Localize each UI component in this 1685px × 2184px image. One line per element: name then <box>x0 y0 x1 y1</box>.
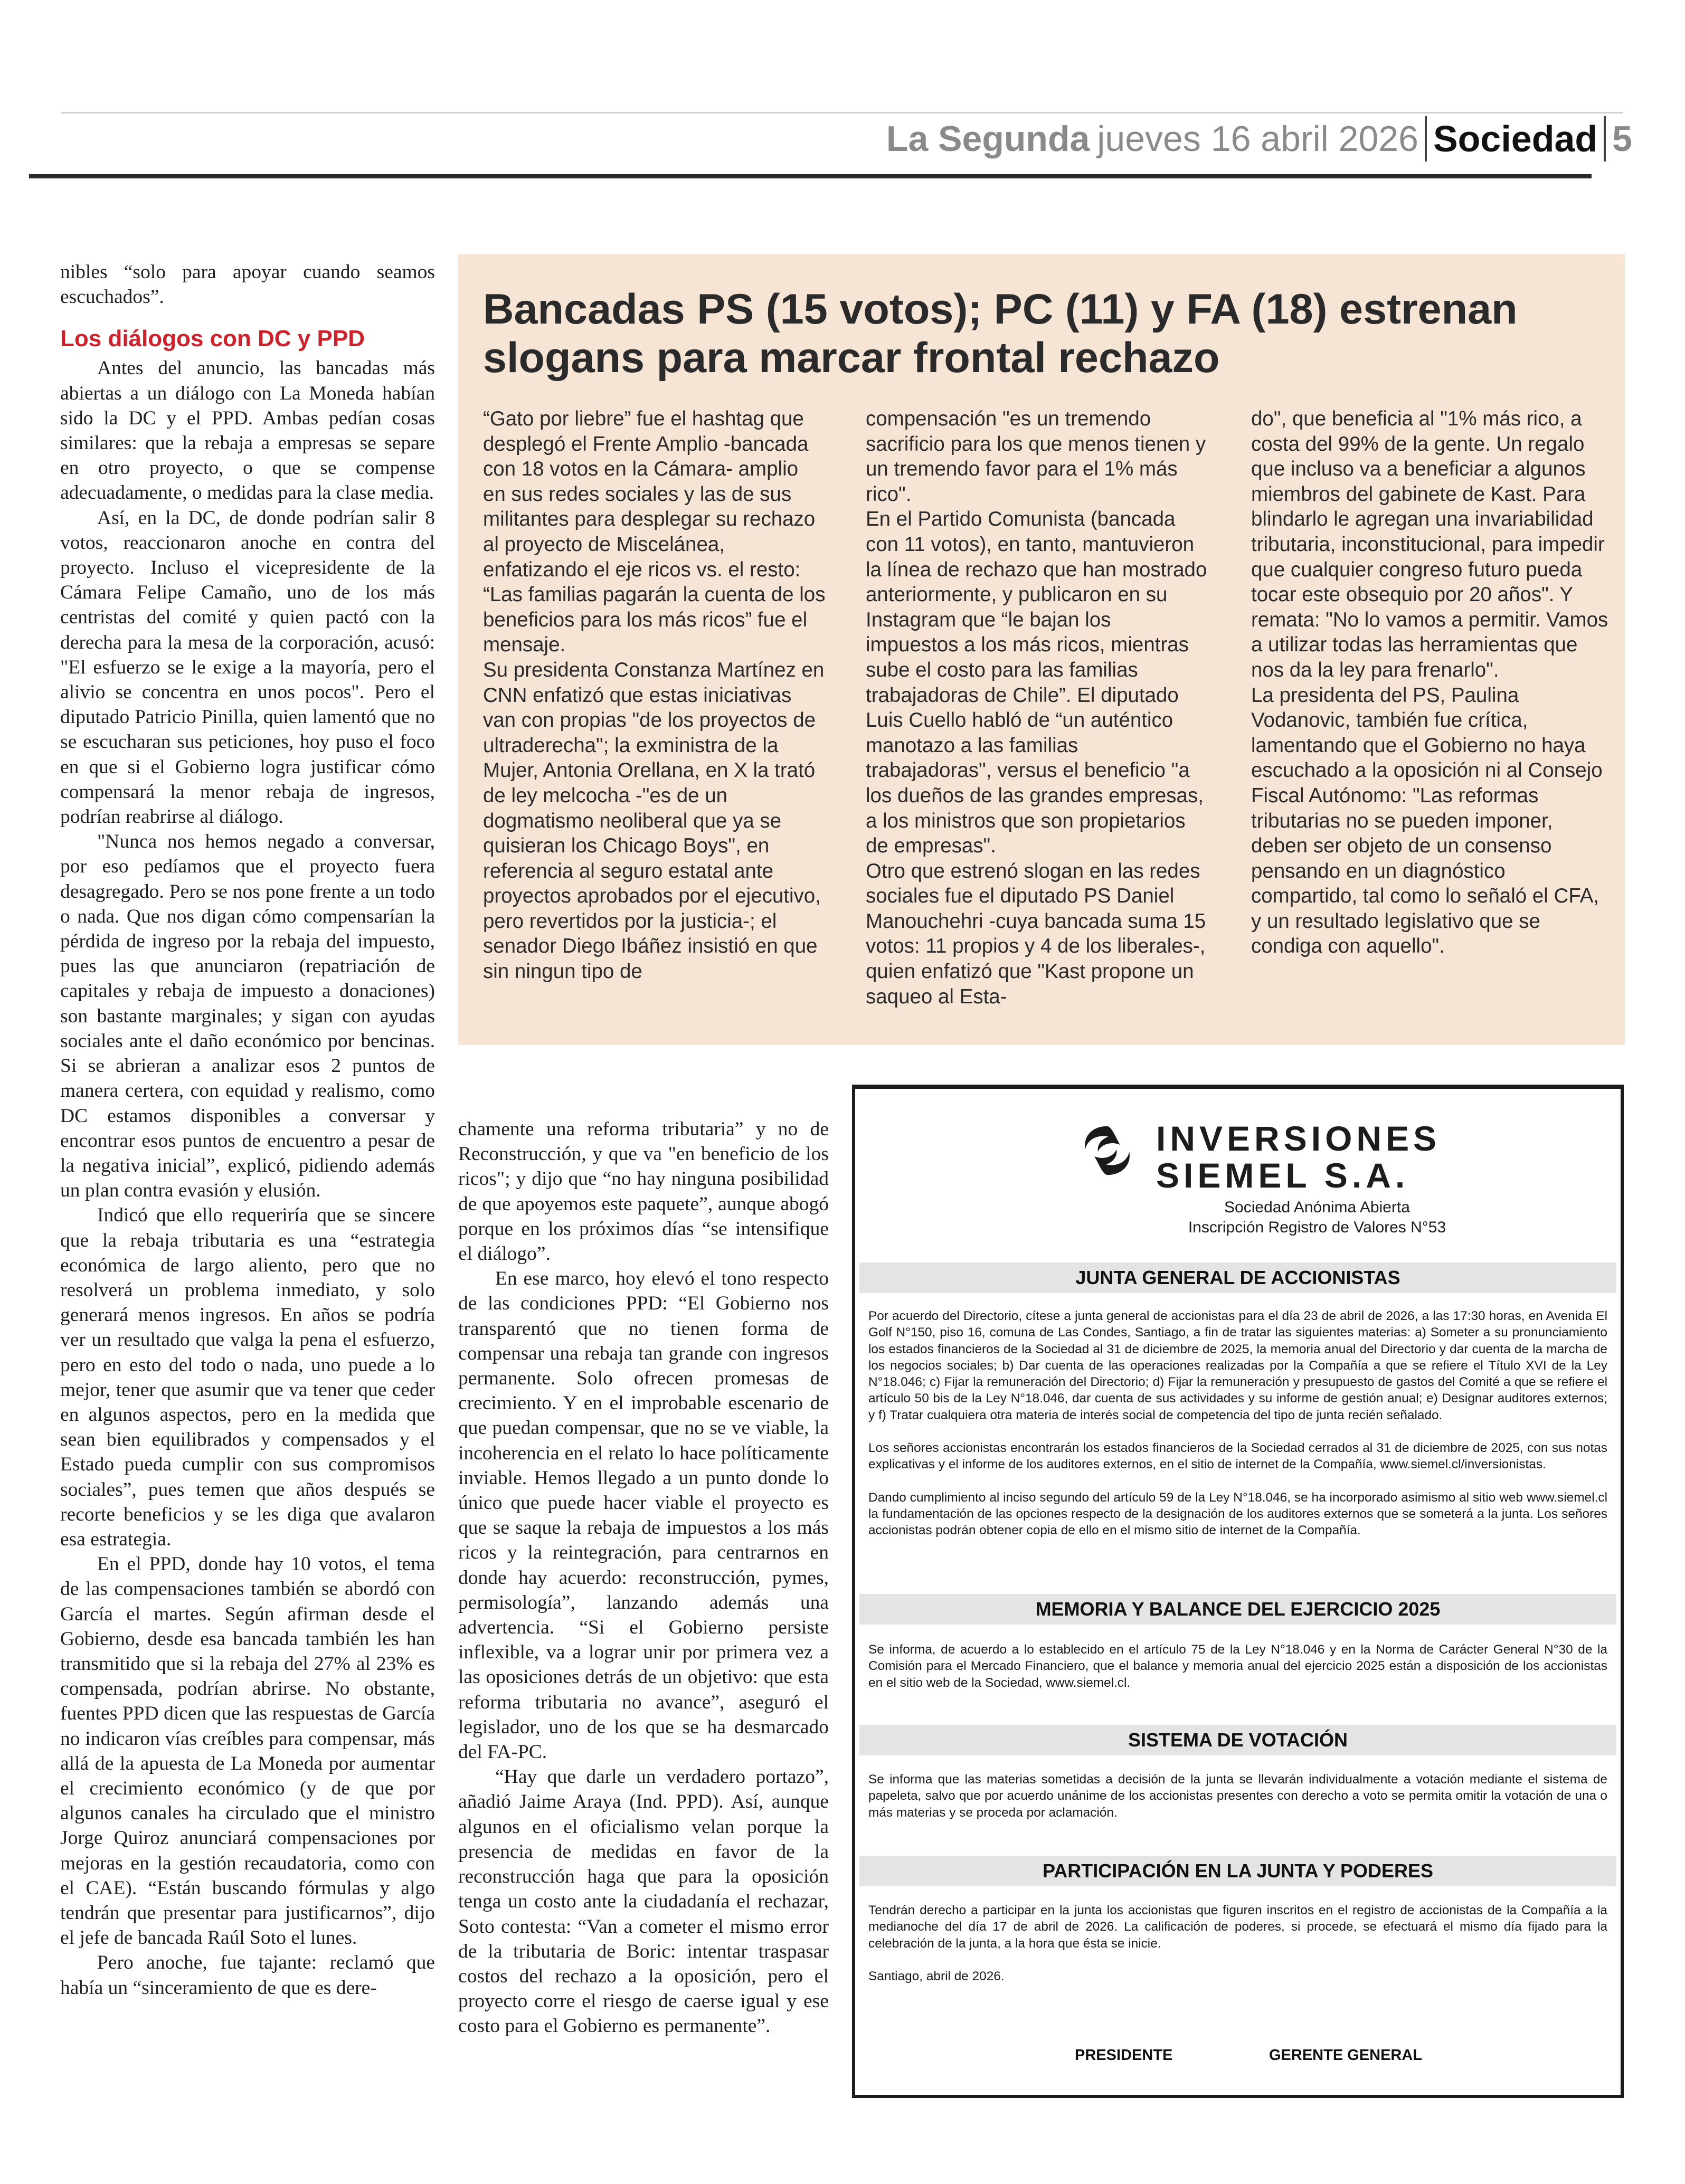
paragraph: Antes del anuncio, las bancadas más abiertas a un diálogo con La Moneda habían sido la DC y el PPD. Ambas pedían cosas similares: que la rebaja a empresas se separe en otro proyecto, o que se compense adecuadamente, o medidas para la clase media. <box>60 357 435 504</box>
paragraph: chamente una reforma tributaria” y no de Reconstrucción, y que va "en beneficio de los ricos"; y dijo que “no hay ninguna posibilidad de que apoyemos este paquete”, aunque abogó porque en los próximos días “se intensifique el diálogo”. <box>458 1118 829 1265</box>
paragraph: La presidenta del PS, Paulina Vodanovic, también fue crítica, lamentando que el Gobierno no haya escuchado a la oposición ni al Consejo Fiscal Autónomo: "Las reformas tributarias no se pueden imponer, deben ser objeto de un consenso pensando en un diagnóstico compartido, tal como lo señaló el CFA, y un resultado legislativo que se condiga con aquello". <box>1251 683 1603 958</box>
paragraph: Se informa que las materias sometidas a decisión de la junta se llevarán individualmente a votación mediante el sistema de papeleta, salvo que por acuerdo unánime de los accionistas presentes con derecho a voto se permita omitir la votación de una o más materias y se proceda por aclamación. <box>868 1772 1607 1820</box>
box-column-2 <box>866 406 1209 1009</box>
brand-name-line-2: SIEMEL S.A. <box>1156 1156 1409 1195</box>
paragraph: do", que beneficia al "1% más rico, a costa del 99% de la gente. Un regalo que incluso va a beneficiar a algunos miembros del gabinete de Kast. Para blindarlo le agregan una invariabilidad tributaria, inconstitucional, para impedir que cualquier congreso futuro pueda tocar este obsequio por 20 años". Y remata: "No lo vamos a permitir. Vamos a utilizar todas las herramientas que nos da la ley para frenarlo". <box>1251 407 1608 681</box>
paragraph: “Hay que darle un verdadero portazo”, añadió Jaime Araya (Ind. PPD). Así, aunque algunos en el oficialismo velan porque la presencia de medidas en favor de la reconstrucción haga que para la oposición tenga un costo ante la ciudadanía el rechazar, Soto contesta: “Van a cometer el mismo error de la tributaria de Boric: intentar traspasar costos del rechazo a la oposición, pero el proyecto corre el riesgo de caerse igual y ese costo para el Gobierno es permanente”. <box>458 1766 829 2037</box>
paragraph: Pero anoche, fue tajante: reclamó que había un “sinceramiento de que es dere- <box>60 1952 435 1999</box>
paragraph: compensación "es un tremendo sacrificio para los que menos tienen y un tremendo favor para el 1% más rico". <box>866 407 1206 506</box>
section-name: Sociedad <box>1433 118 1598 159</box>
notice-section-body <box>868 1902 1607 2001</box>
middle-column <box>458 1117 829 2039</box>
masthead-separator <box>1604 116 1606 162</box>
notice-section-body <box>868 1308 1607 1555</box>
masthead <box>886 115 1632 163</box>
paragraph: Dando cumplimiento al inciso segundo del artículo 59 de la Ley N°18.046, se ha incorporado asimismo al sitio web www.siemel.cl la fundamentación de las opciones respecto de la designación de los auditores externos que se someterá a la junta. Los señores accionistas podrán obtener copia de ello en el mismo sitio de internet de la Compañía. <box>868 1490 1607 1538</box>
section-band: JUNTA GENERAL DE ACCIONISTAS <box>859 1262 1616 1293</box>
page-number: 5 <box>1612 119 1632 159</box>
issue-date: jueves 16 abril 2026 <box>1097 119 1418 159</box>
signature-president: PRESIDENTE <box>1075 2047 1173 2064</box>
masthead-separator <box>1425 116 1427 162</box>
paragraph: Por acuerdo del Directorio, cítese a junta general de accionistas para el día 23 de abril de 2026, a las 17:30 horas, en Avenida El Golf N°150, piso 16, comuna de Las Condes, Santiago, a fin de tratar las siguientes materias: a) Someter a su pronunciamiento los estados financieros de la Sociedad al 31 de diciembre de 2025, la memoria anual del Directorio y dar cuenta de la marcha de los negocios sociales; b) Dar cuenta de las operaciones realizadas por la Compañía a que se refiere el Título XVI de la Ley N°18.046; c) Fijar la remuneración del Directorio; d) Fijar la remuneración y presupuesto de gastos del Comité a que se refiere el artículo 50 bis de la Ley N°18.046, dar cuenta de sus actividades y su informe de gestión anual; e) Designar auditores externos; y f) Tratar cualquiera otra materia de interés social de competencia del tipo de junta recién señalado. <box>868 1309 1607 1422</box>
paragraph: "Nunca nos hemos negado a conversar, por eso pedíamos que el proyecto fuera desagregado. Pero se nos pone frente a un todo o nada. Que nos digan cómo compensarían la pérdida de ingreso por la rebaja del impuesto, pues las que anunciaron (repatriación de capitales y rebaja de impuesto a donaciones) son bastante marginales; y sigan con ayudas sociales ante el daño económico por bencinas. Si se abrieran a analizar esos 2 puntos de manera certera, con equidad y realismo, como DC estamos disponibles a conversar y encontrar esos puntos de encuentro a pesar de la negativa inicial”, explicó, pidiendo además un plan contra evasión y elusión. <box>60 831 435 1202</box>
paragraph: Tendrán derecho a participar en la junta los accionistas que figuren inscritos en el registro de accionistas de la Compañía a la medianoche del día 17 de abril de 2026. La calificación de poderes, si procede, se efectuará el mismo día fijado para la celebración de la junta, a la hora que ésta se inicie. <box>868 1903 1607 1951</box>
box-column-3 <box>1251 406 1610 959</box>
signature-general-manager: GERENTE GENERAL <box>1269 2047 1423 2064</box>
paragraph: En ese marco, hoy elevó el tono respecto de las condiciones PPD: “El Gobierno nos transparentó que no tienen forma de compensar una rebaja tan grande con ingresos permanente. Solo ofrecen promesas de crecimiento. Y en el improbable escenario de que puedan compensar, que no se ve viable, la incoherencia en el relato lo hace políticamente inviable. Hemos llegado a un punto donde lo único que puede hacer viable el proyecto es que se saque la rebaja de impuestos a los más ricos y la reintegración, para centrarnos en donde hay acuerdo: reconstrucción, pymes, permisología”, lanzando además una advertencia. “Si el Gobierno persiste inflexible, va a lograr unir por primera vez a las oposiciones detrás de un objetivo: que esta reforma tributaria no avance”, aseguró el legislador, uno de los que se ha desmarcado del FA-PC. <box>458 1268 829 1763</box>
section-band: SISTEMA DE VOTACIÓN <box>859 1725 1616 1755</box>
notice-top-rule <box>852 1085 1624 1089</box>
box-column-1 <box>483 406 826 984</box>
company-type: Sociedad Anónima Abierta <box>1224 1199 1410 1216</box>
section-band: PARTICIPACIÓN EN LA JUNTA Y PODERES <box>859 1856 1616 1886</box>
section-band: MEMORIA Y BALANCE DEL EJERCICIO 2025 <box>859 1594 1616 1625</box>
brand-name-line-1: INVERSIONES <box>1156 1119 1441 1158</box>
siemel-logo-icon <box>1077 1122 1138 1180</box>
paragraph: Otro que estrenó slogan en las redes sociales fue el diputado PS Daniel Manouchehri -cuya bancada suma 15 votos: 11 propios y 4 de los liberales-, quien enfatizó que "Kast propone un saqueo al Esta- <box>866 859 1206 1008</box>
top-rule <box>61 112 1623 113</box>
paper-name: La Segunda <box>886 119 1090 159</box>
notice-section-body <box>868 1771 1607 1837</box>
paragraph: Indicó que ello requeriría que se sincere que la rebaja tributaria es una “estrategia económica de largo aliento, pero que no resolverá un problema inmediato, y solo generará menos ingresos. En años se podría ver un resultado que valga la pena el esfuerzo, pero en esto del todo o nada, uno puede a lo mejor, tener que asumir que va tener que ceder en algunos aspectos, pero en la medida que sean bien equilibrados y compensados y el Estado pueda cumplir con sus compromisos sociales”, pues temen que años después se recorte beneficios y se les diga que avalaron esa estrategia. <box>60 1204 435 1550</box>
paragraph: En el Partido Comunista (bancada con 11 votos), en tanto, mantuvieron la línea de rechazo que han mostrado anteriormente, y publicaron en su Instagram que “le bajan los impuestos a los más ricos, mientras sube el costo para las familias trabajadoras de Chile”. El diputado Luis Cuello habló de “un auténtico manotazo a las familias trabajadoras", versus el beneficio "a los dueños de las grandes empresas, a los ministros que son propietarios de empresas". <box>866 508 1207 858</box>
paragraph: “Gato por liebre” fue el hashtag que desplegó el Frente Amplio -bancada con 18 votos en la Cámara- amplio en sus redes sociales y las de sus militantes para desplegar su rechazo al proyecto de Miscelánea, enfatizando el eje ricos vs. el resto: “Las familias pagarán la cuenta de los beneficios para los más ricos” fue el mensaje. <box>483 407 826 657</box>
box-headline: Bancadas PS (15 votos); PC (11) y FA (18) estrenan slogans para marcar frontal rechazo <box>483 286 1518 382</box>
paragraph: nibles “solo para apoyar cuando seamos escuchados”. <box>60 261 435 308</box>
left-column <box>60 260 435 2000</box>
paragraph: Se informa, de acuerdo a lo establecido en el artículo 75 de la Ley N°18.046 y en la Norma de Carácter General N°30 de la Comisión para el Mercado Financiero, que el balance y memoria anual del ejercicio 2025 están a disposición de los accionistas en el sitio web de la Sociedad, www.siemel.cl. <box>868 1642 1607 1690</box>
place-date: Santiago, abril de 2026. <box>868 1969 1005 1983</box>
paragraph: Su presidenta Constanza Martínez en CNN enfatizó que estas iniciativas van con propias "de los proyectos de ultraderecha"; la exministra de la Mujer, Antonia Orellana, en X la trató de ley melcocha -"es de un dogmatismo neoliberal que ya se quisieran los Chicago Boys", en referencia al seguro estatal ante proyectos aprobados por el ejecutivo, pero revertidos por la justicia-; el senador Diego Ibáñez insistió en que sin ningun tipo de <box>483 658 825 983</box>
paragraph: Los señores accionistas encontrarán los estados financieros de la Sociedad cerrados al 31 de diciembre de 2025, con sus notas explicativas y el informe de los auditores externos, en el sitio de internet de la Compañía, www.siemel.cl/inversionistas. <box>868 1441 1607 1472</box>
subheading: Los diálogos con DC y PPD <box>60 326 365 352</box>
notice-section-body <box>868 1641 1607 1707</box>
registry-number: Inscripción Registro de Valores N°53 <box>1188 1219 1446 1236</box>
paragraph: Así, en la DC, de donde podrían salir 8 votos, reaccionaron anoche en contra del proyecto. Incluso el vicepresidente de la Cámara Felipe Camaño, uno de los más centristas del comité y quien pactó con la derecha para la mesa de la corporación, acusó: "El esfuerzo se le exige a la mayoría, pero el alivio se concentra en unos pocos". Pero el diputado Patricio Pinilla, quien lamentó que no se escucharan sus peticiones, hoy puso el foco en que si el Gobierno logra justificar cómo compensará la menor rebaja de ingresos, podrían reabrirse al diálogo. <box>60 507 435 828</box>
header-rule <box>29 174 1592 178</box>
paragraph: En el PPD, donde hay 10 votos, el tema de las compensaciones también se abordó con García el martes. Según afirman desde el Gobierno, desde esa bancada también les han transmitido que si la rebaja del 27% al 23% es compensada, podrían abrirse. No obstante, fuentes PPD dicen que las respuestas de García no indicaron vías creíbles para compensar, más allá de la apuesta de La Moneda por aumentar el crecimiento económico (y de que por algunos canales ha circulado que el ministro Jorge Quiroz anunciará compensaciones por mejoras en la gestión recaudatoria, como con el CAE). “Están buscando fórmulas y algo tendrán que presentar para justificarnos”, dijo el jefe de bancada Raúl Soto el lunes. <box>60 1553 435 1949</box>
